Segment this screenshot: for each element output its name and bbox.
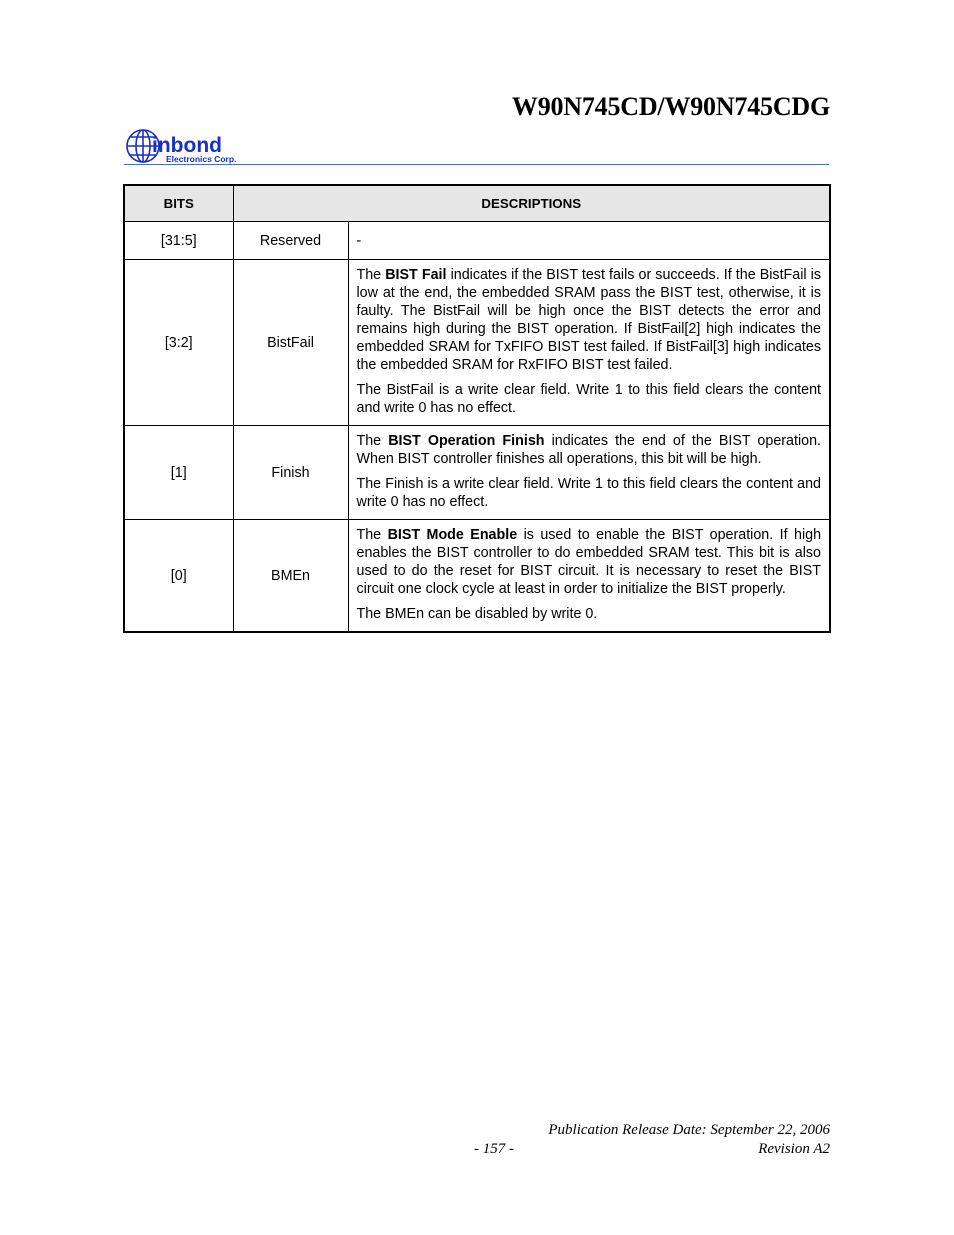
winbond-logo bbox=[126, 126, 256, 166]
description-text: - bbox=[356, 232, 362, 249]
description-cell bbox=[348, 520, 830, 633]
revision: Revision A2 bbox=[758, 1141, 830, 1157]
logo-text: inbond bbox=[152, 134, 222, 157]
description-text: The bbox=[356, 527, 388, 543]
description-text: indicates the end of the BIST operation. When BIST controller finishes all operations, this bit will be high. bbox=[356, 433, 822, 467]
table-row bbox=[124, 222, 830, 260]
description-text: The Finish is a write clear field. Write 1 to this field clears the content and write 0 has no effect. bbox=[356, 476, 821, 510]
description-paragraph bbox=[357, 232, 822, 250]
description-emphasis: BIST Mode Enable bbox=[387, 527, 518, 543]
description-text: The BistFail is a write clear field. Write 1 to this field clears the content and write 0 has no effect. bbox=[356, 382, 821, 416]
description-text: is used to enable the BIST operation. If high enables the BIST controller to do embedded SRAM test. This bit is also used to do the reset for BIST circuit. It is necessary to reset the BIST circuit one clock cycle at least in order to initialize the BIST properly. bbox=[356, 527, 822, 597]
field-name-cell: Finish bbox=[233, 426, 348, 520]
table-row bbox=[124, 520, 830, 633]
description-text: indicates if the BIST test fails or succeeds. If the BistFail is low at the end, the embedded SRAM pass the BIST test, otherwise, it is faulty. The BistFail will be high once the BIST detects the error and remains high during the BIST operation. If BistFail[2] high indicates the embedded SRAM for TxFIFO BIST test failed. If BistFail[3] high indicates the embedded SRAM for RxFIFO BIST test failed. bbox=[356, 267, 821, 373]
table-row bbox=[124, 260, 830, 426]
description-paragraph bbox=[357, 432, 822, 468]
table-body bbox=[124, 222, 830, 633]
description-cell bbox=[348, 260, 830, 426]
description-cell bbox=[348, 222, 830, 260]
header-divider bbox=[124, 164, 829, 165]
description-paragraph bbox=[357, 526, 822, 598]
field-name-cell: Reserved bbox=[233, 222, 348, 260]
description-paragraph bbox=[357, 475, 822, 511]
document-title: W90N745CD/W90N745CDG bbox=[511, 92, 830, 121]
description-emphasis: BIST Fail bbox=[385, 267, 447, 283]
descriptions-column-header: DESCRIPTIONS bbox=[233, 185, 830, 222]
bits-cell: [31:5] bbox=[124, 222, 233, 260]
description-paragraph bbox=[357, 381, 822, 417]
description-emphasis: BIST Operation Finish bbox=[388, 433, 545, 449]
description-paragraph bbox=[357, 266, 822, 374]
description-paragraph bbox=[357, 605, 822, 623]
field-name-cell: BistFail bbox=[233, 260, 348, 426]
description-text: The bbox=[356, 433, 389, 449]
field-name-cell: BMEn bbox=[233, 520, 348, 633]
register-bit-table bbox=[123, 184, 831, 633]
page-number: - 157 - bbox=[474, 1141, 514, 1157]
bits-cell: [3:2] bbox=[124, 260, 233, 426]
bits-column-header: BITS bbox=[124, 185, 233, 222]
description-text: The bbox=[356, 267, 386, 283]
logo-subtext: Electronics Corp. bbox=[166, 154, 237, 164]
publication-release-date: Publication Release Date: September 22, 2006 bbox=[548, 1122, 830, 1138]
description-cell bbox=[348, 426, 830, 520]
bits-cell: [1] bbox=[124, 426, 233, 520]
bits-cell: [0] bbox=[124, 520, 233, 633]
table-row bbox=[124, 426, 830, 520]
description-text: The BMEn can be disabled by write 0. bbox=[356, 606, 598, 622]
table-header-row bbox=[124, 185, 830, 222]
